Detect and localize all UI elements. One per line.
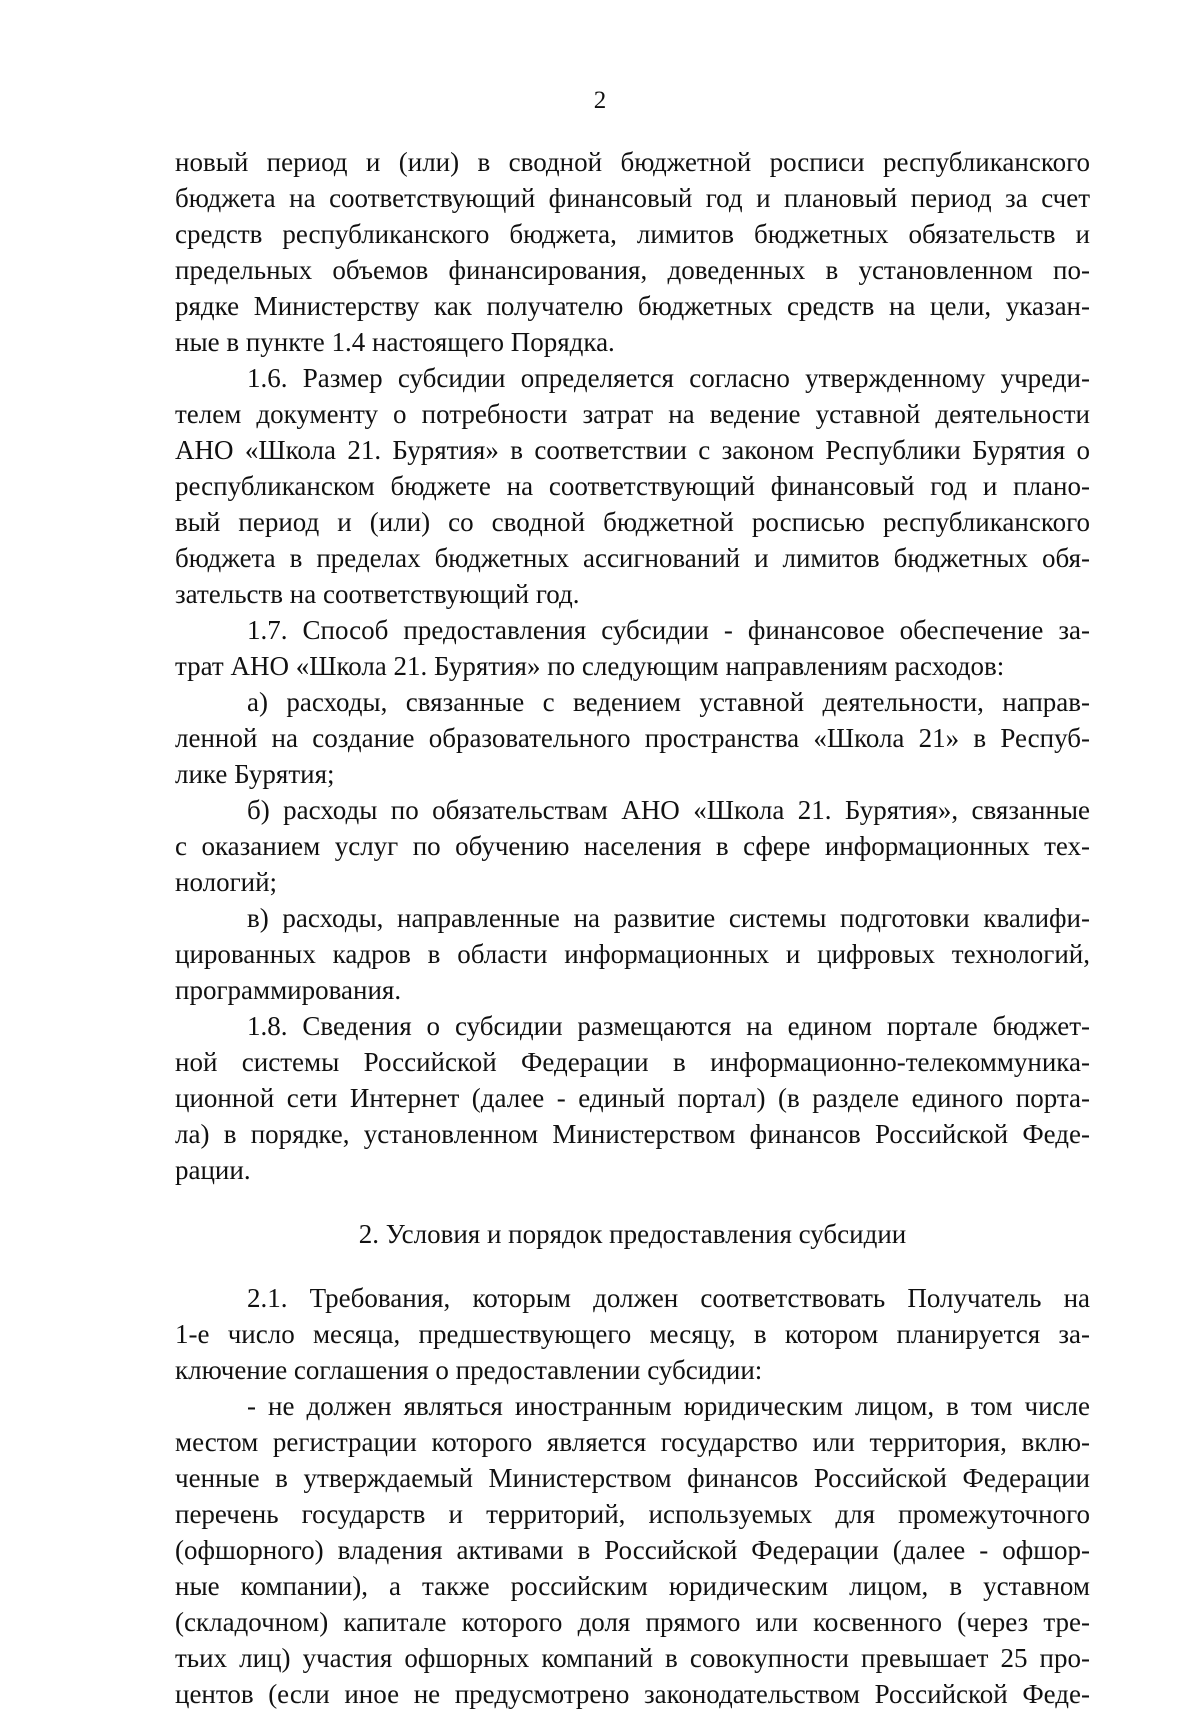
text-line: 1.6. Размер субсидии определяется согласно утвержденному учреди-: [247, 363, 1090, 393]
text-line: трат АНО «Школа 21. Бурятия» по следующим направлениям расходов:: [175, 651, 1005, 681]
text-line: б) расходы по обязательствам АНО «Школа 21. Бурятия», связанные: [247, 795, 1090, 825]
paragraph-1-7-a: [175, 684, 1090, 792]
paragraph-1-7-b: [175, 792, 1090, 900]
text-line: ла) в порядке, установленном Министерством финансов Российской Феде-: [175, 1119, 1090, 1149]
paragraph-1-7: [175, 612, 1090, 684]
paragraph-1-7-c: [175, 900, 1090, 1008]
text-line: вый период и (или) со сводной бюджетной росписью республиканского: [175, 507, 1090, 537]
text-line: новый период и (или) в сводной бюджетной росписи республиканского: [175, 147, 1090, 177]
text-line: 1.8. Сведения о субсидии размещаются на едином портале бюджет-: [247, 1011, 1090, 1041]
text-line: республиканском бюджете на соответствующий финансовый год и плано-: [175, 471, 1090, 501]
text-line: программирования.: [175, 975, 402, 1005]
text-line: АНО «Школа 21. Бурятия» в соответствии с законом Республики Бурятия о: [175, 435, 1090, 465]
text-line: ченные в утверждаемый Министерством финансов Российской Федерации: [175, 1463, 1090, 1493]
text-line: (офшорного) владения активами в Российской Федерации (далее - офшор-: [175, 1535, 1090, 1565]
text-line: телем документу о потребности затрат на ведение уставной деятельности: [175, 399, 1090, 429]
text-line: в) расходы, направленные на развитие системы подготовки квалифи-: [247, 903, 1090, 933]
paragraph-2-1-item: [175, 1388, 1090, 1712]
text-line: ленной на создание образовательного пространства «Школа 21» в Респуб-: [175, 723, 1090, 753]
text-line: бюджета в пределах бюджетных ассигнований и лимитов бюджетных обя-: [175, 543, 1090, 573]
text-line: 1.7. Способ предоставления субсидии - финансовое обеспечение за-: [247, 615, 1090, 645]
text-line: зательств на соответствующий год.: [175, 579, 580, 609]
text-line: ключение соглашения о предоставлении субсидии:: [175, 1355, 763, 1385]
text-line: перечень государств и территорий, используемых для промежуточного: [175, 1499, 1090, 1529]
text-line: цированных кадров в области информационных и цифровых технологий,: [175, 939, 1090, 969]
paragraph-2-1: [175, 1280, 1090, 1388]
text-line: с оказанием услуг по обучению населения в сфере информационных тех-: [175, 831, 1090, 861]
text-line: 2.1. Требования, которым должен соответствовать Получатель на: [247, 1283, 1090, 1313]
text-line: местом регистрации которого является государство или территория, вклю-: [175, 1427, 1090, 1457]
text-line: средств республиканского бюджета, лимитов бюджетных обязательств и: [175, 219, 1090, 249]
text-line: тьих лиц) участия офшорных компаний в совокупности превышает 25 про-: [175, 1643, 1090, 1673]
text-line: предельных объемов финансирования, доведенных в установленном по-: [175, 255, 1090, 285]
paragraph-1-6: [175, 360, 1090, 612]
text-line: ные компании), а также российским юридическим лицом, в уставном: [175, 1571, 1090, 1601]
section-heading: 2. Условия и порядок предоставления субсидии: [358, 1219, 907, 1249]
text-line: ной системы Российской Федерации в информационно-телекоммуника-: [175, 1047, 1090, 1077]
document-body: [175, 144, 1090, 1712]
paragraph-1-8: [175, 1008, 1090, 1188]
text-line: ционной сети Интернет (далее - единый портал) (в разделе единого порта-: [175, 1083, 1090, 1113]
text-line: центов (если иное не предусмотрено законодательством Российской Феде-: [175, 1679, 1090, 1709]
text-line: (складочном) капитале которого доля прямого или косвенного (через тре-: [175, 1607, 1090, 1637]
text-line: бюджета на соответствующий финансовый год и плановый период за счет: [175, 183, 1090, 213]
page-number: 2: [593, 87, 607, 114]
text-line: 1-е число месяца, предшествующего месяцу, в котором планируется за-: [175, 1319, 1090, 1349]
paragraph-continuation: [175, 144, 1090, 360]
text-line: нологий;: [175, 867, 278, 897]
text-line: а) расходы, связанные с ведением уставной деятельности, направ-: [247, 687, 1090, 717]
text-line: рядке Министерству как получателю бюджетных средств на цели, указан-: [175, 291, 1090, 321]
text-line: - не должен являться иностранным юридическим лицом, в том числе: [247, 1391, 1090, 1421]
text-line: ные в пункте 1.4 настоящего Порядка.: [175, 327, 615, 357]
text-line: лике Бурятия;: [175, 759, 335, 789]
text-line: рации.: [175, 1155, 251, 1185]
